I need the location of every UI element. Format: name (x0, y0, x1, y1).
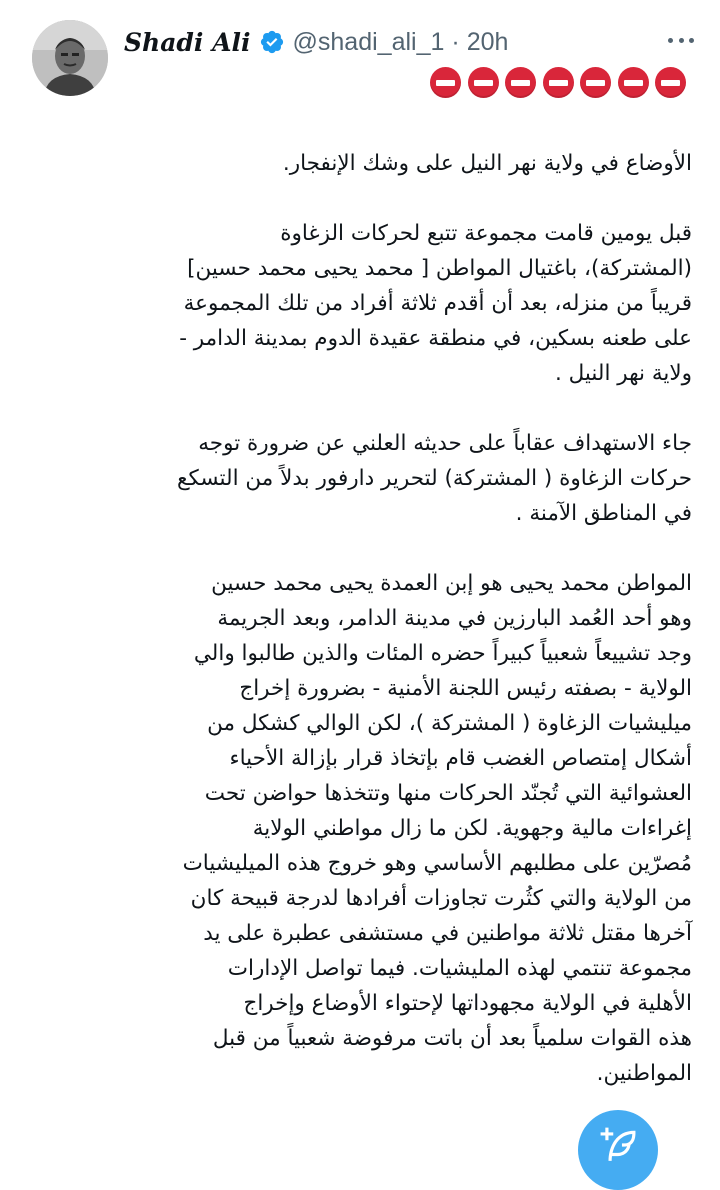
tweet-text-line: أشكال إمتصاص الغضب قام بإتخاذ قرار بإزالة الأحياء (229, 746, 692, 771)
compose-button[interactable] (578, 1110, 658, 1190)
tweet-text-line: (المشتركة)، باغتيال المواطن [ محمد يحيى محمد حسين] (187, 256, 692, 281)
tweet-timestamp[interactable]: 20h (466, 27, 509, 56)
compose-icon (599, 1126, 637, 1164)
more-dot-icon (679, 38, 684, 43)
more-options-button[interactable] (668, 28, 694, 52)
tweet-text-line: المواطنين. (596, 1061, 692, 1086)
tweet-text-line: آخرها مقتل ثلاثة مواطنين في مستشفى عطبرة على يد (203, 921, 692, 946)
tweet-text-line: قريباً من منزله، بعد أن أقدم ثلاثة أفراد من تلك المجموعة (183, 291, 692, 316)
no-entry-icon (580, 67, 611, 98)
author-handle[interactable]: @shadi_ali_1 (292, 27, 445, 56)
tweet-paragraph (118, 146, 692, 181)
verified-badge-icon (259, 29, 285, 55)
tweet-text-line: قبل يومين قامت مجموعة تتبع لحركات الزغاوة (280, 221, 692, 246)
no-entry-emoji-row (430, 67, 686, 101)
tweet-text-line: المواطن محمد يحيى هو إبن العمدة يحيى محمد حسين (211, 571, 692, 596)
tweet-text-line: العشوائية التي تُجنّد الحركات منها وتتخذها حواضن تحت (204, 781, 692, 806)
tweet-header (124, 22, 508, 62)
tweet-text-line: على طعنه بسكين، في منطقة عقيدة الدوم بمدينة الدامر - (179, 326, 692, 351)
tweet-text-line: مجموعة تنتمي لهذه المليشيات. فيما تواصل الإدارات (227, 956, 692, 981)
more-dot-icon (689, 38, 694, 43)
tweet-text-line: وجد تشييعاً شعبياً كبيراً حضره المئات والذين طالبوا والي (193, 641, 692, 666)
avatar-image (32, 20, 108, 96)
tweet-text-line: الأهلية في الولاية مجهوداتها لإحتواء الأوضاع وإخراج (243, 991, 692, 1016)
tweet-text (118, 146, 692, 1126)
tweet-text-line: الولاية - بصفته رئيس اللجنة الأمنية - بضرورة إخراج (239, 676, 692, 701)
avatar[interactable] (32, 20, 108, 96)
more-dot-icon (668, 38, 673, 43)
tweet-text-line: من الولاية والتي كثُرت تجاوزات أفرادها لدرجة قبيحة كان (190, 886, 692, 911)
no-entry-icon (655, 67, 686, 98)
separator-dot: · (451, 27, 460, 56)
tweet-text-line: وهو أحد العُمد البارزين في مدينة الدامر، وبعد الجريمة (217, 606, 692, 631)
tweet-paragraph (118, 566, 692, 1091)
tweet-paragraph (118, 426, 692, 531)
tweet-text-line: ولاية نهر النيل . (554, 361, 692, 386)
tweet-text-line: الأوضاع في ولاية نهر النيل على وشك الإنفجار. (282, 151, 692, 176)
tweet-paragraph (118, 216, 692, 391)
no-entry-icon (505, 67, 536, 98)
no-entry-icon (430, 67, 461, 98)
tweet-text-line: حركات الزغاوة ( المشتركة) لتحرير دارفور بدلاً من التسكع (177, 466, 692, 491)
no-entry-icon (543, 67, 574, 98)
tweet-text-line: هذه القوات سلمياً بعد أن باتت مرفوضة شعبياً من قبل (212, 1026, 692, 1051)
no-entry-icon (468, 67, 499, 98)
tweet-text-line: في المناطق الآمنة . (515, 501, 692, 526)
no-entry-icon (618, 67, 649, 98)
tweet-text-line: إغراءات مالية وجهوية. لكن ما زال مواطني الولاية (252, 816, 692, 841)
tweet-text-line: ميليشيات الزغاوة ( المشتركة )، لكن الوالي كشكل من (207, 711, 692, 736)
author-name[interactable]: Shadi Ali (124, 27, 251, 57)
tweet-text-line: مُصرّين على مطلبهم الأساسي وهو خروج هذه الميليشيات (182, 851, 692, 876)
tweet-text-line: جاء الاستهداف عقاباً على حديثه العلني عن ضرورة توجه (198, 431, 692, 456)
